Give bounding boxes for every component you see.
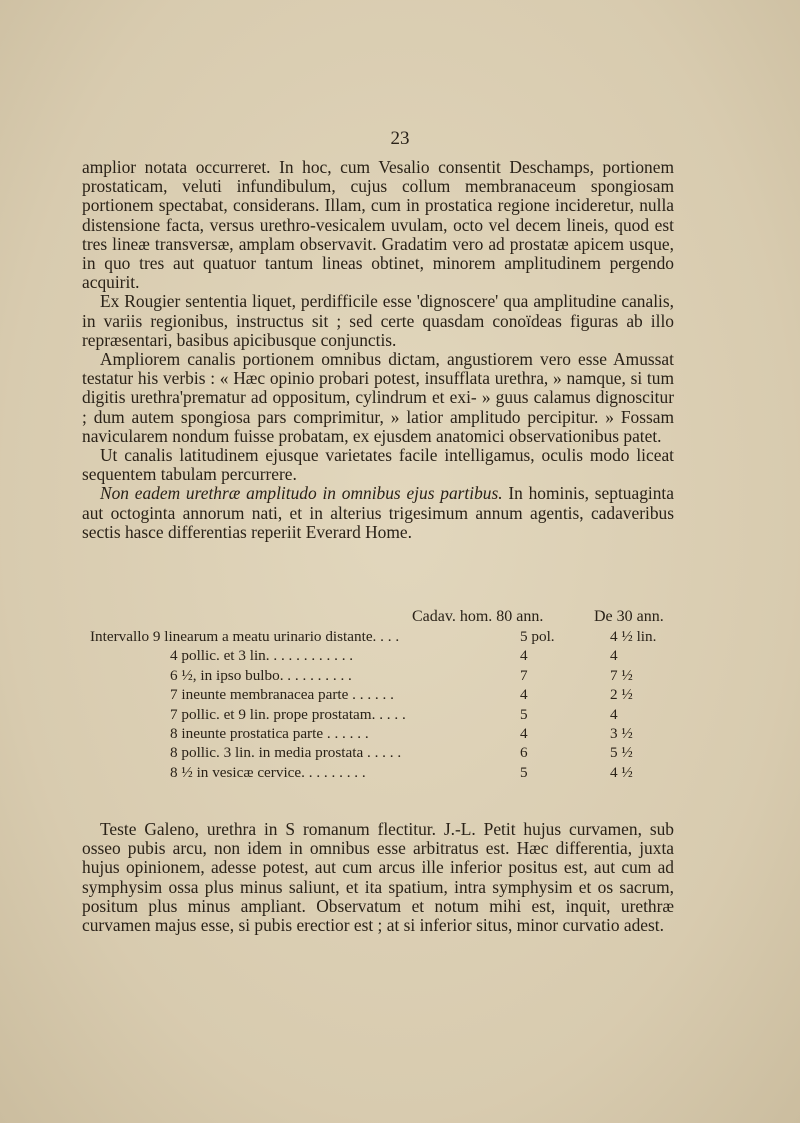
body-text-top bbox=[82, 158, 674, 542]
table-row bbox=[90, 744, 690, 763]
table-row-label: 7 pollic. et 9 lin. prope prostatam. . . . . bbox=[170, 705, 406, 723]
table-row bbox=[90, 764, 690, 783]
table-cell-30-years: 3 ½ bbox=[610, 724, 633, 742]
table-row bbox=[90, 647, 690, 666]
paragraph-5-rest: In hominis, septuaginta aut octoginta annorum nati, et in alterius trigesimum annum agentis, cadaveribus sectis hasce differentias reperiit Everard Home. bbox=[82, 483, 674, 542]
paragraph-4: Ut canalis latitudinem ejusque varietates facile intelligamus, oculis modo liceat sequentem tabulam percurrere. bbox=[82, 445, 674, 485]
table-row bbox=[90, 686, 690, 705]
table-row-label: 6 ½, in ipso bulbo. . . . . . . . . . bbox=[170, 666, 352, 684]
table-cell-80-years: 7 bbox=[520, 666, 528, 684]
body-text-bottom bbox=[82, 820, 674, 935]
table-cell-80-years: 4 bbox=[520, 686, 528, 704]
table-cell-80-years: 5 bbox=[520, 763, 528, 781]
table-row bbox=[90, 706, 690, 725]
table-row-label: 8 ineunte prostatica parte . . . . . . bbox=[170, 724, 369, 742]
table-row-label: 8 ½ in vesicæ cervice. . . . . . . . . bbox=[170, 763, 366, 781]
paragraph-3: Ampliorem canalis portionem omnibus dictam, angustiorem vero esse Amussat testatur his verbis : « Hæc opinio probari potest, insufflata urethra, » namque, si tum digitis urethra'prematur ad oppositum, cylindrum et exi- » guus calamus dignoscitur ; dum autem spongiosa pars comprimitur, » latior amplitudo percipitur. » Fossam navicularem nondum fuisse probatam, ex ejusdem anatomici observationibus patet. bbox=[82, 349, 674, 446]
table-cell-30-years: 4 bbox=[610, 647, 618, 665]
table-cell-30-years: 4 ½ bbox=[610, 763, 633, 781]
table-row-label: Intervallo 9 linearum a meatu urinario distante. . . . bbox=[90, 628, 400, 645]
table-cell-80-years: 5 bbox=[520, 705, 528, 723]
table-cell-80-years: 4 bbox=[520, 647, 528, 665]
table-row bbox=[90, 667, 690, 686]
paragraph-5-italic: Non eadem urethræ amplitudo in omnibus ejus partibus. bbox=[100, 483, 503, 504]
table-row bbox=[90, 725, 690, 744]
table-header-col2: De 30 ann. bbox=[594, 608, 664, 625]
table-cell-30-years: 2 ½ bbox=[610, 686, 633, 704]
page-number: 23 bbox=[390, 128, 410, 149]
paragraph-2: Ex Rougier sententia liquet, perdifficile esse 'dignoscere' qua amplitudine canalis, in variis regionibus, instructus sit ; sed certe quasdam conoïdeas figuras ab illo repræsentari, basibus apicibusque conjunctis. bbox=[82, 291, 674, 350]
table-cell-80-years: 4 bbox=[520, 724, 528, 742]
table-row-label: 4 pollic. et 3 lin. . . . . . . . . . . . bbox=[170, 647, 354, 665]
table-cell-30-years: 7 ½ bbox=[610, 666, 633, 684]
measurement-table bbox=[90, 608, 690, 783]
table-body bbox=[90, 628, 690, 783]
table-row-label: 8 pollic. 3 lin. in media prostata . . . . . bbox=[170, 744, 402, 762]
table-cell-80-years: 5 pol. bbox=[520, 628, 555, 645]
paragraph-1: amplior notata occurreret. In hoc, cum Vesalio consentit Deschamps, portionem prostaticam, veluti infundibulum, cujus collum membranaceum spongiosam portionem spectabat, considerans. Illam, cum in prostatica regione incideretur, nulla distensione facta, versus urethro-vesicalem uvulam, octo vel decem lineis, quod est tres lineæ transversæ, amplam observavit. Gradatim vero ad prostatæ apicem usque, in quo tres aut quatuor tantum lineas obtinet, minorem amplitudinem pergendo acquirit. bbox=[82, 157, 674, 293]
paragraph-5 bbox=[82, 484, 674, 542]
table-cell-30-years: 5 ½ bbox=[610, 744, 633, 762]
table-cell-80-years: 6 bbox=[520, 744, 528, 762]
table-header bbox=[90, 608, 690, 628]
table-row bbox=[90, 628, 690, 647]
table-cell-30-years: 4 bbox=[610, 705, 618, 723]
table-header-col1: Cadav. hom. 80 ann. bbox=[412, 608, 544, 625]
table-cell-30-years: 4 ½ lin. bbox=[610, 628, 657, 645]
paragraph-6: Teste Galeno, urethra in S romanum flectitur. J.-L. Petit hujus curvamen, sub osseo pubis arcu, non idem in omnibus esse arbitratus est. Hæc differentia, juxta hujus opinionem, adesse potest, aut cum arcus ille inferior positus est, aut cum ad symphysim ossa plus minus saliunt, et ita spatium, intra symphysim et os sacrum, positum plus minus ampliant. Observatum et notum mihi est, inquit, urethræ curvamen majus esse, si pubis erectior est ; at si inferior situs, minor curvatio adest. bbox=[82, 819, 674, 936]
table-row-label: 7 ineunte membranacea parte . . . . . . bbox=[170, 686, 394, 704]
